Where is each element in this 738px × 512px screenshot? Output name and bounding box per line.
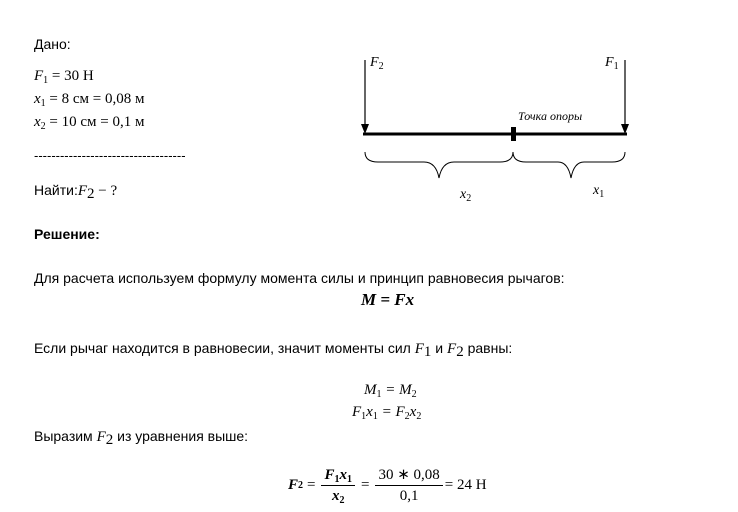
express-text: Выразим $F_2$ из уравнения выше: xyxy=(34,428,249,448)
given-line-x2: $x_2 = 10$ см = 0,1 м xyxy=(34,114,145,132)
x1-brace xyxy=(513,152,625,178)
equilibrium-text: Если рычаг находится в равновесии, значит моменты сил $F_1$ и $F_2$ равны: xyxy=(34,340,513,360)
given-heading: Дано: xyxy=(34,36,71,52)
moment-formula: M = Fx xyxy=(361,290,415,309)
fraction-symbolic: $\frac{F_1x_1}{x_2}$ xyxy=(321,466,355,505)
lever-diagram xyxy=(350,50,640,210)
equation-moments: $M_1 = M_2$ xyxy=(364,382,417,400)
final-equation: F 2 = $\frac{F_1x_1}{x_2}$ = $\frac{30 ∗ 0,08}{0,1}$ = 24 Н xyxy=(288,467,487,506)
given-line-x1: $x_1 = 8$ см = 0,08 м xyxy=(34,91,145,109)
pivot-label: Точка опоры xyxy=(518,109,583,123)
solution-intro: Для расчета используем формулу момента силы и принцип равновесия рычагов: xyxy=(34,270,565,286)
separator-line: ----------------------------------- xyxy=(34,148,186,163)
find-line: $Найти:F_2$ − ? xyxy=(34,182,118,202)
x1-label: $x_1$ xyxy=(593,183,605,200)
x2-brace xyxy=(365,152,513,178)
given-line-f1: $F_1 = 30$ Н xyxy=(34,68,94,86)
f2-label: $F_2$ xyxy=(370,55,384,72)
x2-label: $x_2$ xyxy=(460,187,472,204)
solution-heading: Решение: xyxy=(34,226,100,242)
equation-forces: $F_1x_1 = F_2x_2$ xyxy=(352,404,422,422)
pivot-mark xyxy=(511,127,516,141)
fraction-numeric: $\frac{30 ∗ 0,08}{0,1}$ xyxy=(375,466,442,505)
f1-label: $F_1$ xyxy=(605,55,619,72)
